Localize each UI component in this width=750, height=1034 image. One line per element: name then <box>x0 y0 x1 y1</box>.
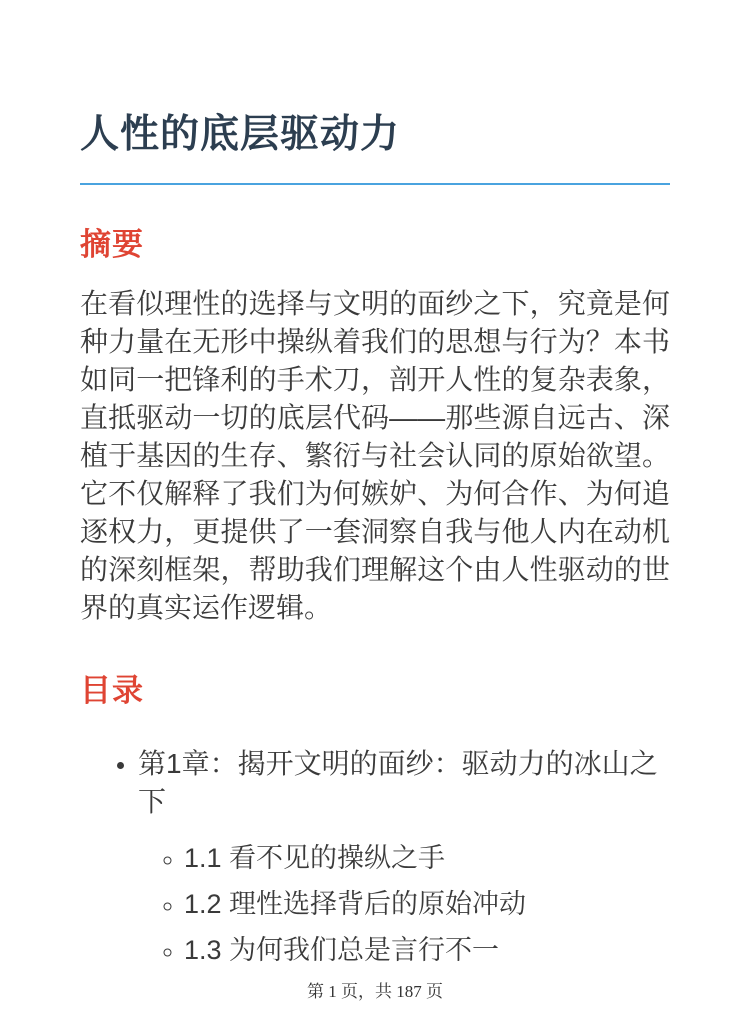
page-title: 人性的底层驱动力 <box>80 112 670 185</box>
toc-chapter-label: 第1章：揭开文明的面纱：驱动力的冰山之下 <box>138 748 658 818</box>
toc-subsection-item <box>184 885 670 923</box>
toc-subsection-item <box>184 931 670 969</box>
toc-subsection-list <box>138 839 670 969</box>
toc-subsection-label: 1.1 看不见的操纵之手 <box>184 843 446 874</box>
section-heading-toc: 目录 <box>80 673 144 709</box>
page-number-footer: 第 1 页，共 187 页 <box>307 982 443 1002</box>
toc-chapter-item <box>138 745 670 969</box>
toc-subsection-label: 1.2 理性选择背后的原始冲动 <box>184 889 527 920</box>
section-heading-abstract: 摘要 <box>80 226 144 262</box>
toc-list <box>80 745 670 977</box>
toc-subsection-label: 1.3 为何我们总是言行不一 <box>184 935 500 966</box>
toc-subsection-item <box>184 839 670 877</box>
abstract-paragraph: 在看似理性的选择与文明的面纱之下，究竟是何种力量在无形中操纵着我们的思想与行为？本书如同一把锋利的手术刀，剖开人性的复杂表象，直抵驱动一切的底层代码——那些源自远古、深植于基因的生存、繁衍与社会认同的原始欲望。它不仅解释了我们为何嫉妒、为何合作、为何追逐权力，更提供了一套洞察自我与他人内在动机的深刻框架，帮助我们理解这个由人性驱动的世界的真实运作逻辑。 <box>80 288 670 624</box>
